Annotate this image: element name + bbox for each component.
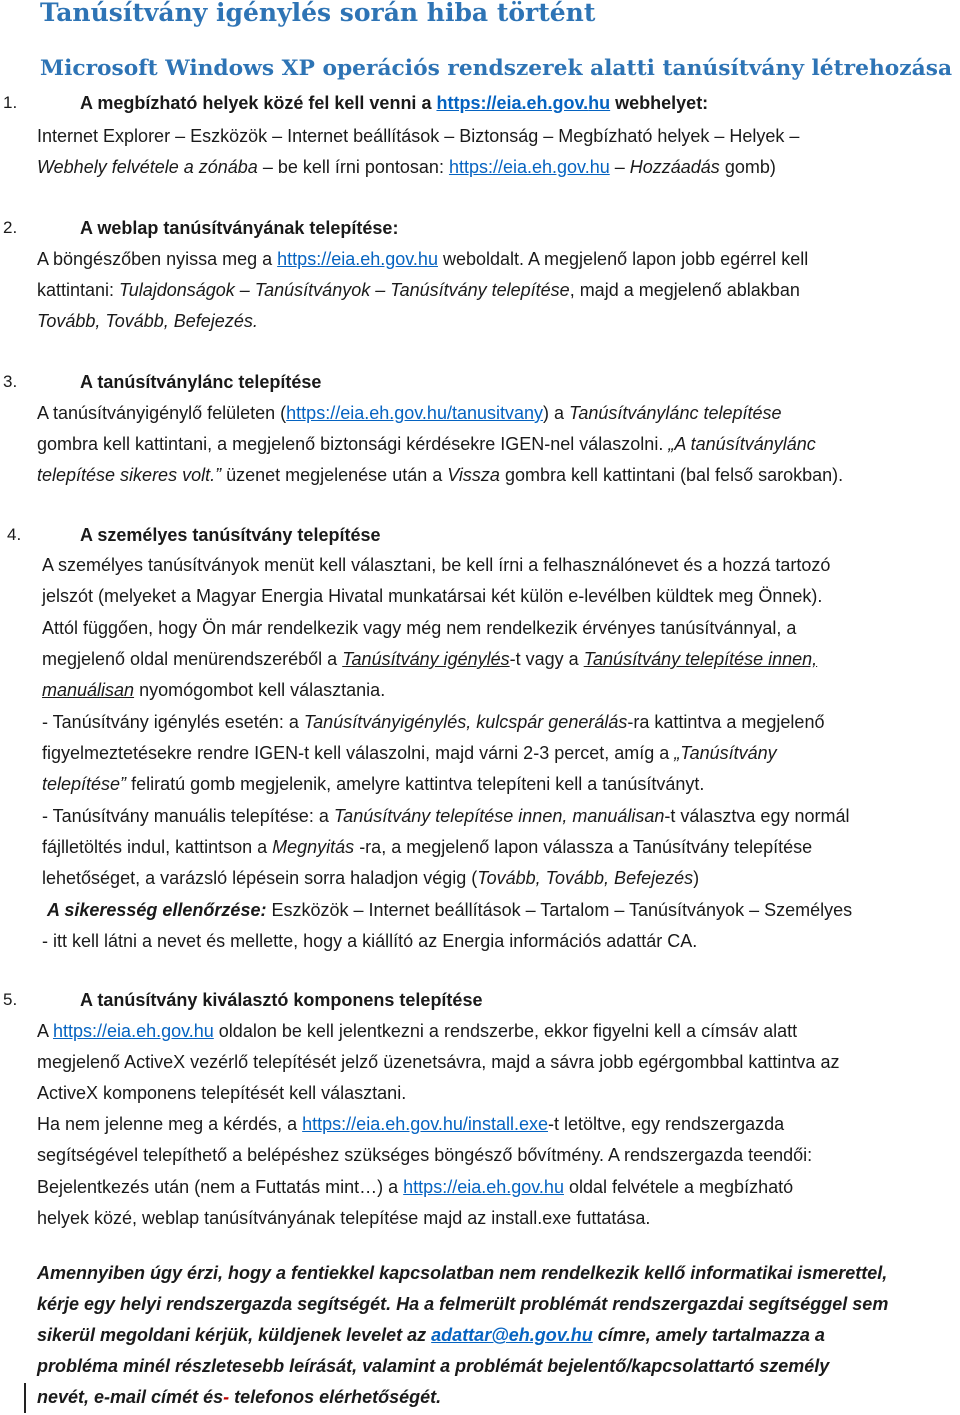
section-2-number: 2.: [3, 218, 18, 237]
section-4-line-13: - itt kell látni a nevet és mellette, hogy a kiállító az Energia információs adattár CA.: [42, 931, 698, 951]
section-2-line-1: A böngészőben nyissa meg a https://eia.eh.gov.hu weboldalt. A megjelenő lapon jobb egérrel kell: [37, 249, 809, 269]
section-4-line-1: A személyes tanúsítványok menüt kell választani, be kell írni a felhasználónevet és a hozzá tartozó: [42, 555, 831, 575]
footer-line-4: probléma minél részletesebb leírását, valamint a problémát bejelentő/kapcsolattartó személy: [37, 1356, 830, 1376]
email-link[interactable]: adattar@eh.gov.hu: [431, 1325, 593, 1345]
section-2-line-3: Tovább, Tovább, Befejezés.: [37, 311, 258, 331]
section-5-line-7: helyek közé, weblap tanúsítványának telepítése majd az install.exe futtatása.: [37, 1208, 651, 1228]
section-5-line-6: Bejelentkezés után (nem a Futtatás mint…) a https://eia.eh.gov.hu oldal felvétele a megbízható: [37, 1177, 794, 1197]
section-4-line-2: jelszót (melyeket a Magyar Energia Hivatal munkatársai két külön e-levélben küldtek meg Önnek).: [42, 586, 823, 606]
section-3-heading: A tanúsítványlánc telepítése: [80, 372, 322, 392]
eia-link[interactable]: https://eia.eh.gov.: [436, 93, 589, 113]
footer-line-1: Amennyiben úgy érzi, hogy a fentiekkel kapcsolatban nem rendelkezik kellő informatikai ismerettel,: [37, 1263, 888, 1283]
page-title: Tanúsítvány igénylés során hiba történt: [40, 0, 596, 27]
section-4-line-9: - Tanúsítvány manuális telepítése: a Tanúsítvány telepítése innen, manuálisan-t választva egy normál: [42, 806, 850, 826]
section-5-number: 5.: [3, 990, 18, 1009]
section-5-heading: A tanúsítvány kiválasztó komponens telepítése: [80, 990, 483, 1010]
eia-link-suffix[interactable]: hu: [588, 93, 611, 113]
footer-line-2: kérje egy helyi rendszergazda segítségét. Ha a felmerült problémát rendszergazdai segítséggel sem: [37, 1294, 889, 1314]
section-5-line-3: ActiveX komponens telepítését kell választani.: [37, 1083, 407, 1103]
section-3-line-2: gombra kell kattintani, a megjelenő biztonsági kérdésekre IGEN-nel válaszolni. „A tanúsítványlánc: [37, 434, 816, 454]
section-4-heading: A személyes tanúsítvány telepítése: [80, 525, 381, 545]
section-2-heading: A weblap tanúsítványának telepítése:: [80, 218, 399, 238]
section-4-line-8: telepítése” feliratú gomb megjelenik, amelyre kattintva telepíteni kell a tanúsítványt.: [42, 774, 705, 794]
section-3-line-1: A tanúsítványigénylő felületen (https://eia.eh.gov.hu/tanusitvany) a Tanúsítványlánc telepítése: [37, 403, 782, 423]
section-2-line-2: kattintani: Tulajdonságok – Tanúsítványok – Tanúsítvány telepítése, majd a megjelenő ablakban: [37, 280, 800, 300]
section-4-line-11: lehetőséget, a varázsló lépésein sorra haladjon végig (Tovább, Tovább, Befejezés): [42, 868, 700, 888]
section-1-heading: A megbízható helyek közé fel kell venni a https://eia.eh.gov.hu webhelyet:: [80, 93, 709, 113]
change-bar-mark: [24, 1383, 26, 1413]
eia-link[interactable]: https://eia.eh.gov.hu: [277, 249, 438, 269]
section-3-number: 3.: [3, 372, 18, 391]
section-4-number: 4.: [7, 525, 22, 544]
page-subtitle: Microsoft Windows XP operációs rendszerek alatti tanúsítvány létrehozása: [40, 56, 953, 81]
eia-link[interactable]: https://eia.eh.gov.hu: [448, 157, 610, 177]
section-4-line-3: Attól függően, hogy Ön már rendelkezik vagy még nem rendelkezik érvényes tanúsítvánnyal, a: [42, 618, 797, 638]
section-1-line-2: Internet Explorer – Eszközök – Internet beállítások – Biztonság – Megbízható helyek – Helyek –: [37, 126, 800, 146]
footer-line-5: nevét, e-mail címét és- telefonos elérhetőségét.: [37, 1387, 442, 1407]
section-1-line-3: Webhely felvétele a zónába – be kell írni pontosan: https://eia.eh.gov.hu – Hozzáadás gomb): [37, 157, 776, 177]
section-5-line-4: Ha nem jelenne meg a kérdés, a https://eia.eh.gov.hu/install.exe-t letöltve, egy rendszergazda: [37, 1114, 785, 1134]
tanusitvany-link[interactable]: https://eia.eh.gov.hu/tanusitvany: [286, 403, 544, 423]
section-3-line-3: telepítése sikeres volt.” üzenet megjelenése után a Vissza gombra kell kattintani (bal felső sarokban).: [37, 465, 844, 485]
section-4-line-4: megjelenő oldal menürendszeréből a Tanúsítvány igénylés-t vagy a Tanúsítvány telepítése innen,: [42, 649, 818, 669]
install-link[interactable]: https://eia.eh.gov.hu/install.exe: [302, 1114, 548, 1134]
section-4-line-10: fájlletöltés indul, kattintson a Megnyitás -ra, a megjelenő lapon válassza a Tanúsítvány telepítése: [42, 837, 813, 857]
section-4-line-12: A sikeresség ellenőrzése: Eszközök – Internet beállítások – Tartalom – Tanúsítványok – Személyes: [47, 900, 853, 920]
footer-line-3: sikerül megoldani kérjük, küldjenek levelet az adattar@eh.gov.hu címre, amely tartalmazza a: [37, 1325, 825, 1345]
section-4-line-7: figyelmeztetésekre rendre IGEN-t kell válaszolni, majd várni 2-3 percet, amíg a „Tanúsítvány: [42, 743, 777, 763]
section-5-line-5: segítségével telepíthető a belépéshez szükséges böngésző bővítmény. A rendszergazda teendői:: [37, 1145, 813, 1165]
eia-link[interactable]: https://eia.eh.gov.hu: [53, 1021, 214, 1041]
section-4-line-5: manuálisan nyomógombot kell választania.: [42, 680, 386, 700]
section-1-number: 1.: [3, 93, 18, 112]
section-5-line-1: A https://eia.eh.gov.hu oldalon be kell jelentkezni a rendszerbe, ekkor figyelni kell a címsáv alatt: [37, 1021, 798, 1041]
section-5-line-2: megjelenő ActiveX vezérlő telepítését jelző üzenetsávra, majd a sávra jobb egérgombbal kattintva az: [37, 1052, 840, 1072]
eia-link[interactable]: https://eia.eh.gov.hu: [403, 1177, 564, 1197]
section-4-line-6: - Tanúsítvány igénylés esetén: a Tanúsítványigénylés, kulcspár generálás-ra kattintva a megjelenő: [42, 712, 825, 732]
